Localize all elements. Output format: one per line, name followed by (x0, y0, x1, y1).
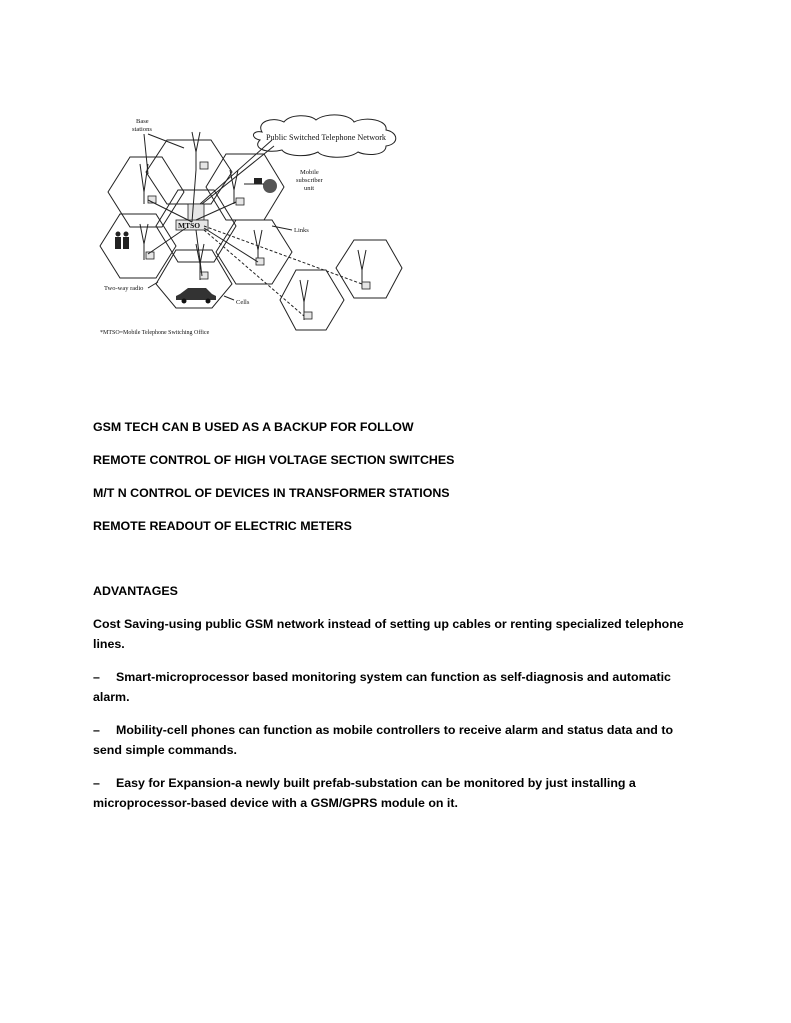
antenna-towers (140, 132, 370, 320)
links-label: Links (294, 227, 309, 234)
pstn-label: Public Switched Telephone Network (266, 133, 387, 142)
mobile-unit-label-line3: unit (304, 185, 315, 192)
car-icon (176, 288, 216, 304)
dash-marker: – (93, 670, 100, 684)
cell-top (146, 140, 232, 204)
mtso-label: MTSO (178, 221, 201, 230)
use-item: REMOTE CONTROL OF HIGH VOLTAGE SECTION SWITCHES (93, 453, 455, 467)
cell-left-upper (108, 157, 184, 227)
diagram-footnote: *MTSO=Mobile Telephone Switching Office (100, 330, 210, 336)
bullet-expansion-line1: Easy for Expansion-a newly built prefab-substation can be monitored by just installing a (116, 776, 636, 790)
dash-marker: – (93, 776, 100, 790)
pstn-cloud (253, 115, 395, 157)
bullet-smart-line2: alarm. (93, 690, 130, 704)
mobile-subscriber-icon (254, 178, 277, 193)
advantages-heading: ADVANTAGES (93, 584, 178, 598)
cost-saving-line1: Cost Saving-using public GSM network instead of setting up cables or renting specialized telephone (93, 617, 684, 631)
cell-bottom-right (280, 270, 344, 330)
mobile-unit-label-line1: Mobile (300, 169, 319, 176)
bullet-smart-line1: Smart-microprocessor based monitoring system can function as self-diagnosis and automatic (116, 670, 671, 684)
cost-saving-line2: lines. (93, 637, 125, 651)
bullet-mobility-line2: send simple commands. (93, 743, 237, 757)
bullet-smart (93, 667, 693, 687)
two-way-radio-label: Two-way radio (104, 285, 144, 292)
bullet-mobility-line1: Mobility-cell phones can function as mobile controllers to receive alarm and status data and to (116, 723, 674, 737)
use-item: REMOTE READOUT OF ELECTRIC METERS (93, 519, 352, 533)
two-way-radio-people-icon (115, 232, 129, 250)
use-item: M/T N CONTROL OF DEVICES IN TRANSFORMER STATIONS (93, 486, 450, 500)
cellular-network-diagram (96, 112, 406, 344)
mobile-unit-label-line2: subscriber (296, 177, 323, 184)
base-stations-label-line2: stations (132, 126, 152, 133)
dash-marker: – (93, 723, 100, 737)
cells-label: Cells (236, 299, 250, 306)
bullet-mobility (93, 720, 693, 740)
bullet-expansion-line2: microprocessor-based device with a GSM/GPRS module on it. (93, 796, 458, 810)
cell-right-mid (216, 220, 292, 284)
backup-heading: GSM TECH CAN B USED AS A BACKUP FOR FOLLOW (93, 420, 414, 434)
base-stations-label-line1: Base (136, 118, 149, 125)
bullet-expansion (93, 773, 693, 793)
